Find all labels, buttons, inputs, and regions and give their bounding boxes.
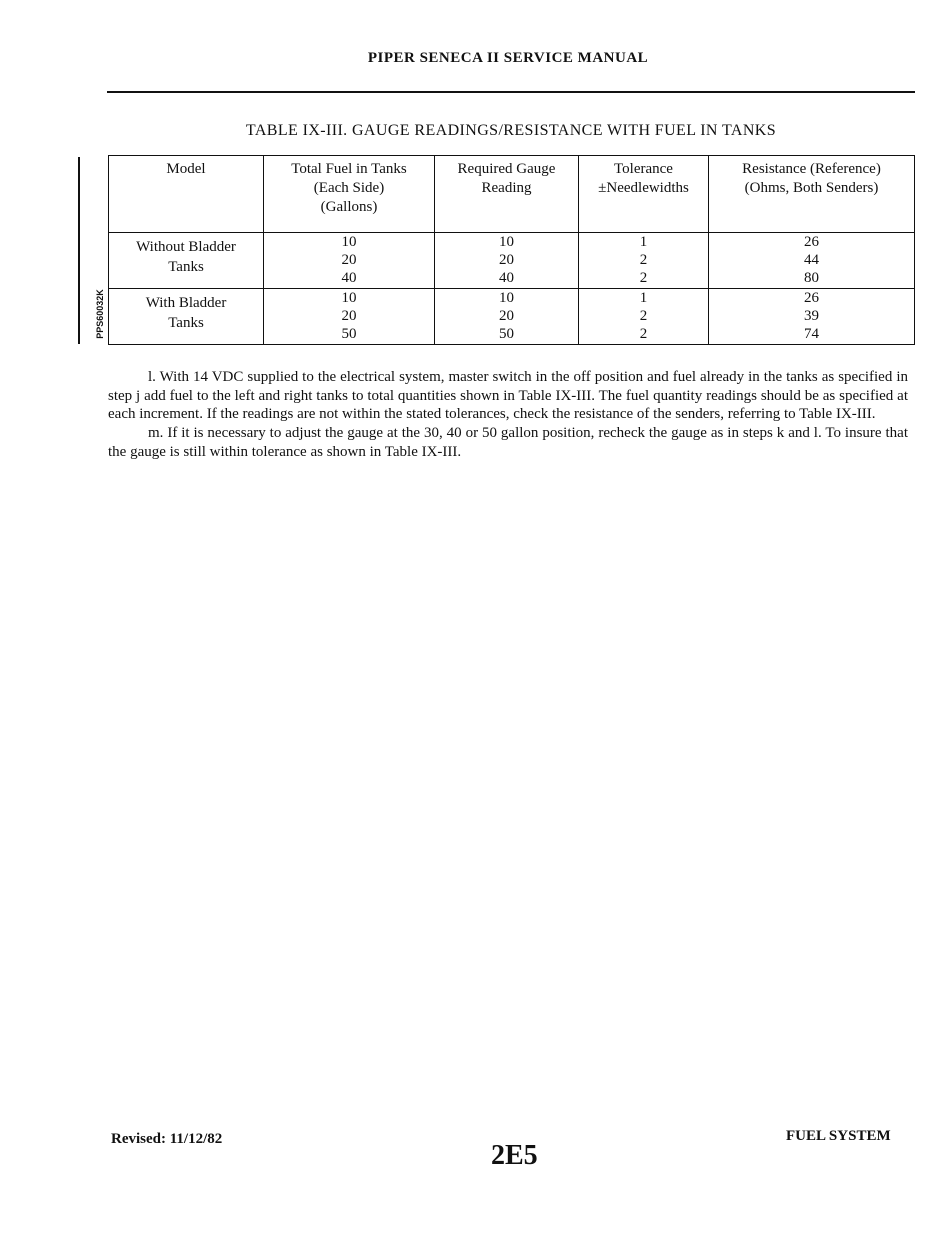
header-line: (Each Side) [313, 180, 385, 196]
value: 80 [804, 270, 819, 286]
gauge-readings-table [108, 155, 915, 345]
value: 10 [341, 234, 357, 250]
model-line: Without Bladder [136, 239, 236, 255]
value: 1 [639, 290, 648, 306]
value: 40 [499, 270, 514, 286]
value: 2 [639, 270, 648, 286]
header-line: Resistance (Reference) [742, 161, 881, 177]
table-row-with-bladder [109, 289, 915, 345]
tolerance-cell [579, 233, 709, 289]
model-cell [109, 289, 264, 345]
value: 74 [804, 326, 819, 342]
resistance-cell [709, 233, 915, 289]
manual-title: PIPER SENECA II SERVICE MANUAL [367, 50, 649, 66]
header-line: ±Needlewidths [598, 180, 689, 196]
model-line: With Bladder [145, 295, 227, 311]
value: 20 [499, 308, 514, 324]
step-m-paragraph: m. If it is necessary to adjust the gauge at the 30, 40 or 50 gallon position, recheck the gauge as in steps k and l. To insure that the gauge is still within tolerance as shown in Table IX-III. [108, 425, 908, 460]
value: 50 [341, 326, 357, 342]
value: 39 [804, 308, 819, 324]
value: 10 [499, 234, 514, 250]
value: 40 [341, 270, 357, 286]
header-line: Total Fuel in Tanks [291, 161, 407, 177]
value: 50 [499, 326, 514, 342]
value: 26 [804, 290, 819, 306]
total-fuel-cell [264, 233, 435, 289]
value: 44 [804, 252, 819, 268]
header-rule [107, 91, 915, 93]
column-header-tolerance [579, 156, 709, 233]
column-header-gauge-reading [435, 156, 579, 233]
value: 2 [639, 308, 648, 324]
revision-date: Revised: 11/12/82 [111, 1131, 223, 1147]
tolerance-cell [579, 289, 709, 345]
resistance-cell [709, 289, 915, 345]
table-row-without-bladder [109, 233, 915, 289]
total-fuel-cell [264, 289, 435, 345]
value: 20 [499, 252, 514, 268]
value: 10 [341, 290, 357, 306]
table-header-row [109, 156, 915, 233]
side-code: PPS60032K [95, 289, 105, 339]
table-title: TABLE IX-III. GAUGE READINGS/RESISTANCE WITH FUEL IN TANKS [245, 122, 777, 139]
value: 10 [499, 290, 514, 306]
header-line: (Ohms, Both Senders) [744, 180, 879, 196]
value: 20 [341, 308, 357, 324]
model-cell [109, 233, 264, 289]
column-header-total-fuel [264, 156, 435, 233]
model-line: Tanks [168, 259, 204, 275]
model-line: Tanks [168, 315, 204, 331]
header-line: Tolerance [614, 161, 673, 177]
revision-change-bar [78, 157, 80, 344]
header-line: Required Gauge [457, 161, 556, 177]
step-l-paragraph: l. With 14 VDC supplied to the electrical system, master switch in the off position and fuel already in the tanks as specified in step j add fuel to the left and right tanks to total quantities shown in Table IX-III. The fuel quantity readings should be as specified at each increment. If the readings are not within the stated tolerances, check the resistance of the senders, referring to Table IX-III. [108, 369, 908, 423]
value: 2 [639, 326, 648, 342]
gauge-reading-cell [435, 289, 579, 345]
column-header-model [109, 156, 264, 233]
value: 20 [341, 252, 357, 268]
value: 2 [639, 252, 648, 268]
section-name: FUEL SYSTEM [786, 1128, 891, 1144]
header-line: Reading [481, 180, 532, 196]
header-line: Model [166, 161, 206, 177]
procedure-text [108, 368, 908, 462]
column-header-resistance [709, 156, 915, 233]
page-number: 2E5 [491, 1140, 538, 1171]
gauge-reading-cell [435, 233, 579, 289]
value: 1 [639, 234, 648, 250]
header-line: (Gallons) [320, 199, 378, 215]
value: 26 [804, 234, 819, 250]
